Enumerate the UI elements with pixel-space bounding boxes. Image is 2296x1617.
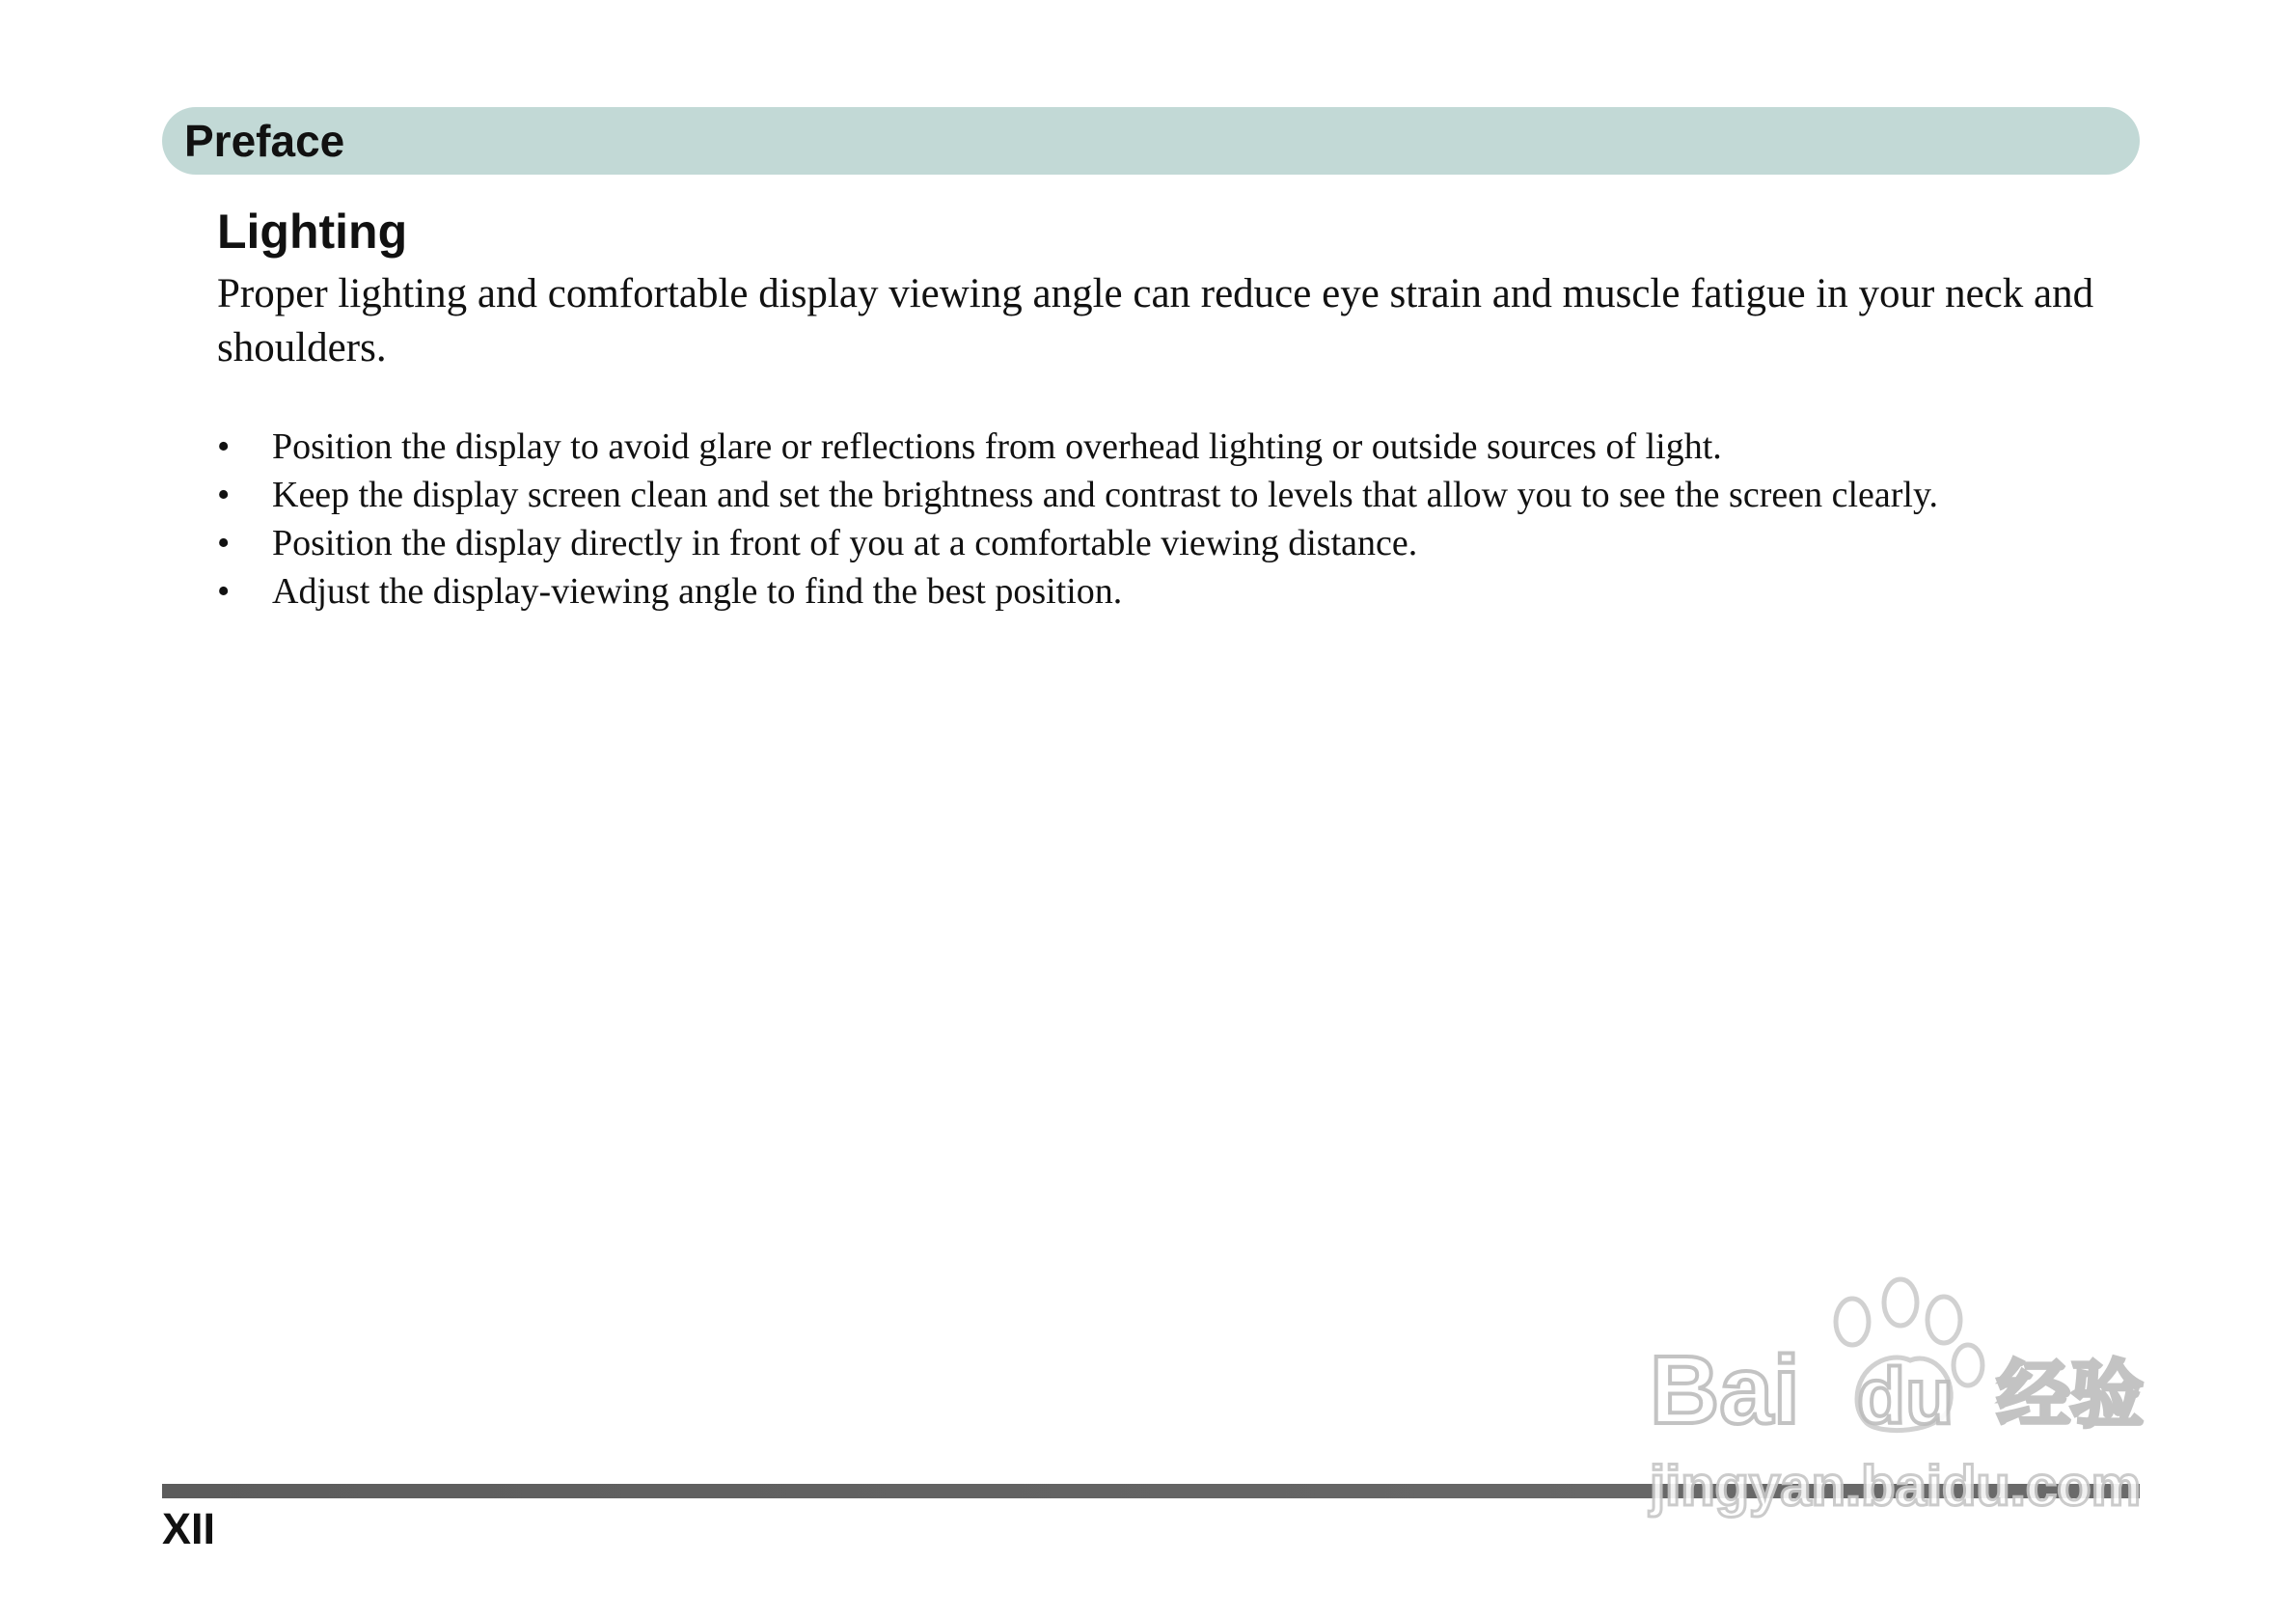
bullet-list (217, 423, 2098, 616)
list-item (217, 423, 2098, 471)
intro-paragraph: Proper lighting and comfortable display viewing angle can reduce eye strain and muscle fatigue in your neck and shoulders. (217, 271, 2094, 370)
svg-text:Bai: Bai (1650, 1336, 1800, 1444)
bullet-icon: • (217, 523, 231, 563)
bullet-icon: • (217, 571, 231, 612)
list-item-text: Keep the display screen clean and set the brightness and contrast to levels that allow you to see the screen clearly. (272, 475, 1938, 515)
list-item-text: Position the display to avoid glare or reflections from overhead lighting or outside sources of light. (272, 426, 1722, 467)
baidu-watermark-logo (1630, 1264, 2171, 1544)
svg-text:经验: 经验 (1997, 1352, 2144, 1438)
main-content (217, 198, 2098, 616)
svg-text:jingyan.baidu.com: jingyan.baidu.com (1650, 1455, 2142, 1518)
bullet-icon: • (217, 426, 231, 467)
bullet-icon: • (217, 475, 231, 515)
list-item (217, 471, 2098, 519)
list-item-text: Adjust the display-viewing angle to find the best position. (272, 571, 1123, 612)
section-heading: Lighting (217, 205, 408, 259)
list-item (217, 519, 2098, 567)
header-title: Preface (184, 116, 345, 166)
list-item-text: Position the display directly in front of you at a comfortable viewing distance. (272, 523, 1418, 563)
section-header-band (162, 107, 2140, 175)
svg-text:du: du (1857, 1353, 1954, 1440)
page-number: XII (162, 1504, 216, 1553)
list-item (217, 567, 2098, 616)
